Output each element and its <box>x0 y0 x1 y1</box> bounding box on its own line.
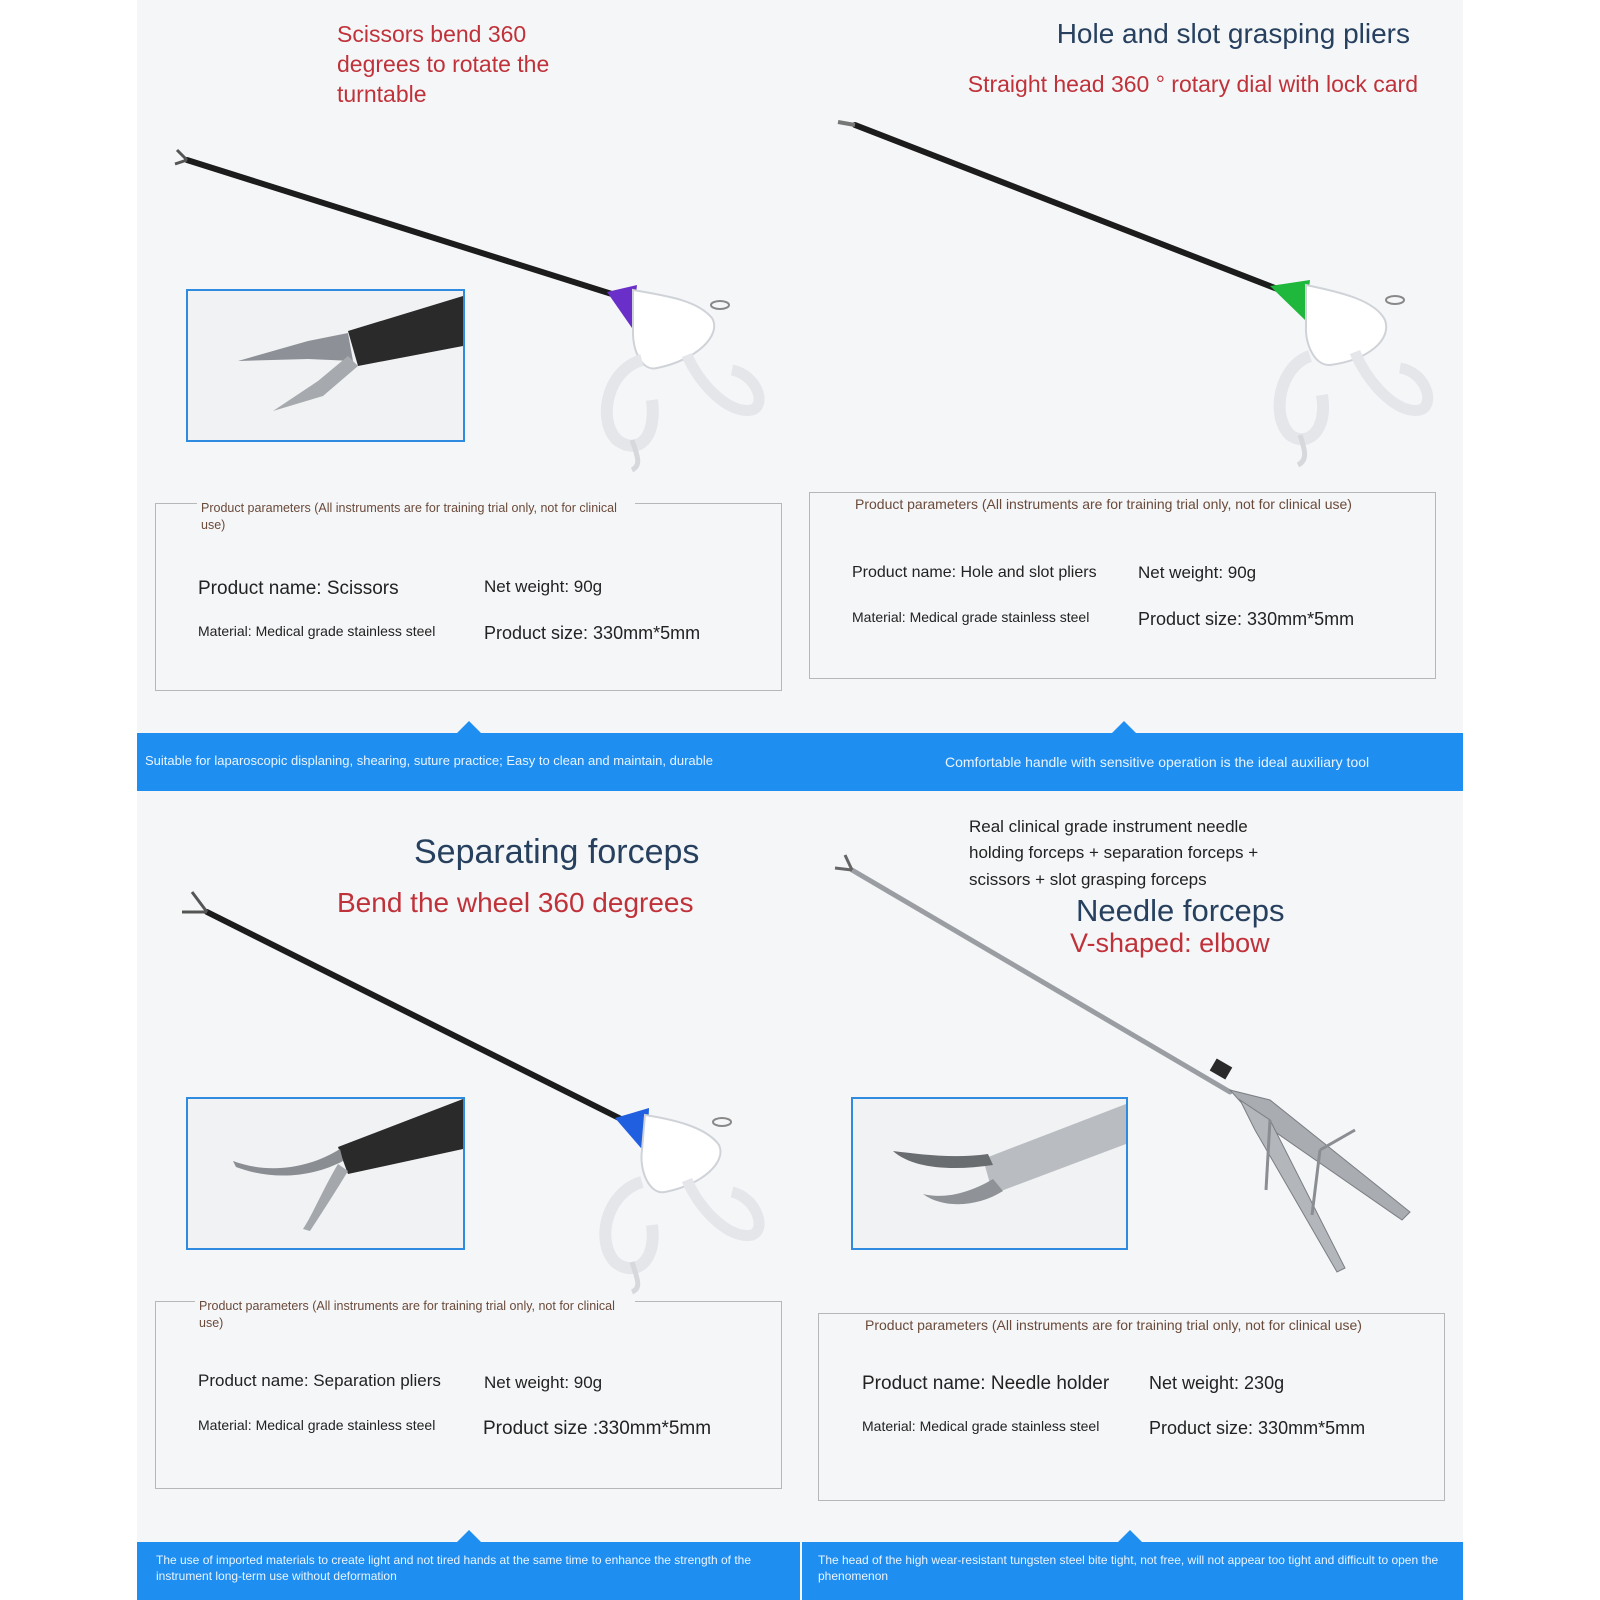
needle-params-box <box>818 1313 1445 1501</box>
product-title: Needle forceps <box>1076 893 1285 928</box>
needle-panel <box>800 800 1463 1600</box>
product-material: Material: Medical grade stainless steel <box>862 1418 1100 1434</box>
product-name: Product name: Scissors <box>198 578 399 599</box>
scissors-panel <box>137 0 800 800</box>
product-material: Material: Medical grade stainless steel <box>198 1417 436 1433</box>
grasping-panel <box>800 0 1463 800</box>
params-title: Product parameters (All instruments are for training trial only, not for clinical use) <box>197 500 635 534</box>
params-title: Product parameters (All instruments are for training trial only, not for clinical use) <box>851 495 1356 514</box>
band-notch <box>457 721 481 733</box>
band-text: The use of imported materials to create light and not tired hands at the same time to enhance the strength of the instrument long-term use without deformation <box>156 1553 752 1583</box>
grasping-params-box <box>809 492 1436 679</box>
intro-line: holding forceps + separation forceps + <box>969 843 1259 863</box>
product-material: Material: Medical grade stainless steel <box>852 609 1090 625</box>
params-corner <box>818 1313 853 1344</box>
caption-line: degrees to rotate the <box>337 50 550 77</box>
params-title: Product parameters (All instruments are for training trial only, not for clinical use) <box>195 1298 635 1332</box>
product-material: Material: Medical grade stainless steel <box>198 623 436 639</box>
product-name: Product name: Separation pliers <box>198 1371 441 1390</box>
product-title: Hole and slot grasping pliers <box>1056 18 1410 49</box>
product-subtitle: V-shaped: elbow <box>1070 928 1270 958</box>
params-corner <box>809 492 844 523</box>
product-subtitle: Bend the wheel 360 degrees <box>337 887 694 918</box>
separating-feature-band <box>137 1542 800 1600</box>
product-size: Product size: 330mm*5mm <box>1149 1418 1366 1438</box>
params-corner <box>155 1301 190 1332</box>
needle-feature-band <box>802 1542 1463 1600</box>
separating-panel <box>137 800 800 1600</box>
product-name: Product name: Needle holder <box>862 1373 1110 1394</box>
intro-line: scissors + slot grasping forceps <box>969 869 1207 889</box>
net-weight: Net weight: 90g <box>484 1373 603 1392</box>
product-subtitle: Straight head 360 ° rotary dial with lock card <box>967 71 1418 97</box>
params-corner <box>155 503 190 534</box>
band-text: Suitable for laparoscopic displaning, shearing, suture practice; Easy to clean and maintain, durable <box>145 753 714 768</box>
needle-closeup-inset <box>851 1097 1128 1250</box>
band-notch <box>1118 1530 1142 1542</box>
product-size: Product size: 330mm*5mm <box>484 623 701 643</box>
band-text: Comfortable handle with sensitive operation is the ideal auxiliary tool <box>945 754 1370 770</box>
net-weight: Net weight: 90g <box>1138 563 1257 582</box>
caption-line: Scissors bend 360 <box>337 21 527 47</box>
params-title: Product parameters (All instruments are for training trial only, not for clinical use) <box>861 1316 1366 1335</box>
scissors-feature-band <box>137 733 800 791</box>
product-title: Separating forceps <box>414 833 700 871</box>
band-notch <box>1112 721 1136 733</box>
grasping-feature-band <box>800 733 1463 791</box>
separating-closeup-inset <box>186 1097 465 1250</box>
product-size: Product size :330mm*5mm <box>483 1418 712 1439</box>
product-size: Product size: 330mm*5mm <box>1138 609 1355 629</box>
grasping-instrument-image <box>800 0 1463 500</box>
product-name: Product name: Hole and slot pliers <box>852 564 1097 581</box>
band-notch <box>457 1530 481 1542</box>
band-text: The head of the high wear-resistant tungsten steel bite tight, not free, will not appear too tight and difficult to open the phenomenon <box>818 1553 1439 1583</box>
scissors-closeup-inset <box>186 289 465 442</box>
net-weight: Net weight: 230g <box>1149 1373 1285 1393</box>
net-weight: Net weight: 90g <box>484 577 603 596</box>
caption-line: turntable <box>337 80 427 107</box>
intro-line: Real clinical grade instrument needle <box>969 817 1248 836</box>
rotation-dial-icon <box>1270 280 1310 320</box>
